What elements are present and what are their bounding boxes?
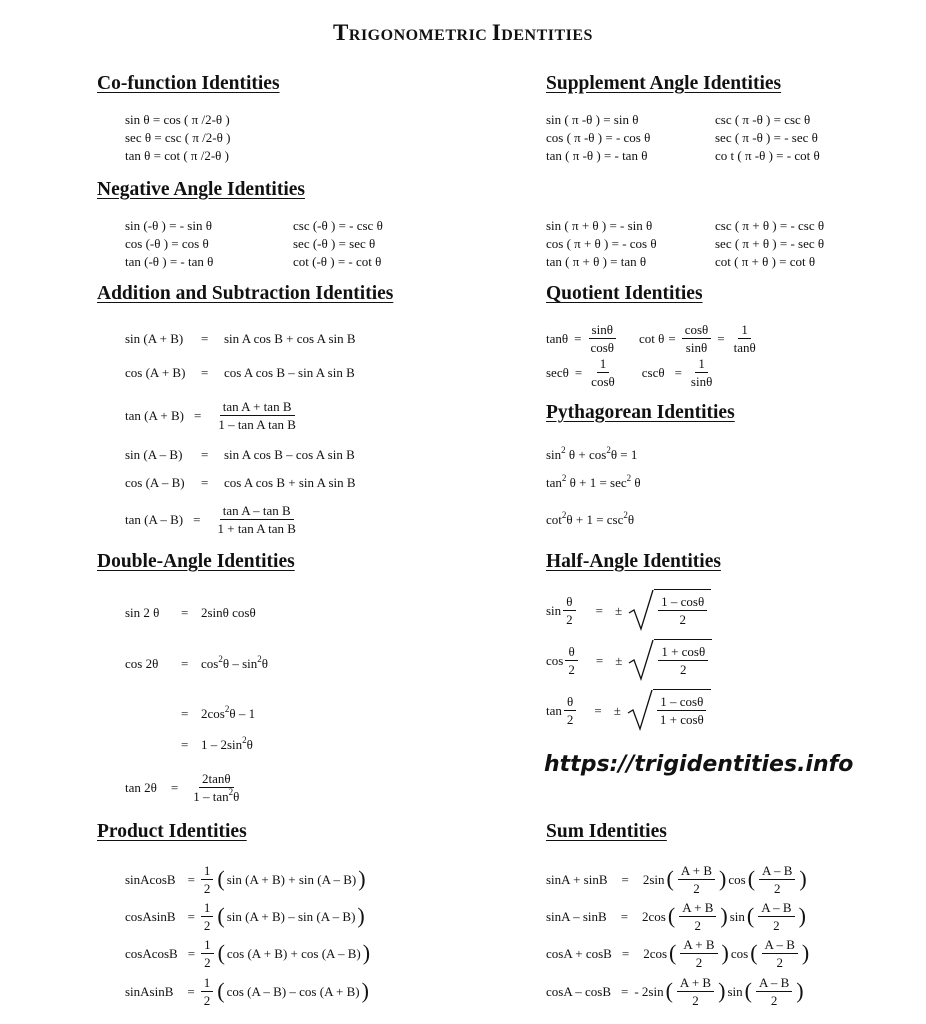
sum-identity xyxy=(546,860,809,898)
term: θ = 1 xyxy=(610,447,638,462)
fraction xyxy=(680,937,717,970)
quotient-sec-csc xyxy=(546,355,717,389)
half-sin-identity xyxy=(546,588,711,632)
exponent: 2 xyxy=(623,510,628,520)
numerator: 1 xyxy=(597,356,610,373)
paren: ( xyxy=(669,940,677,965)
pythagorean-tan-sec xyxy=(546,475,641,490)
title-part-2: DENTITIES xyxy=(501,27,593,44)
equals-sign: = xyxy=(181,706,189,721)
radicand xyxy=(654,639,712,681)
denominator: 2 xyxy=(693,880,700,896)
half-lhs: cos xyxy=(546,652,564,668)
exponent: 2 xyxy=(218,654,223,664)
equals-sign: = xyxy=(595,602,604,618)
paren: ) xyxy=(358,866,366,891)
half-lhs: tan xyxy=(546,702,562,718)
sum-func: 2sin xyxy=(642,871,665,887)
term: θ – 1 xyxy=(229,706,256,721)
tan-sum-identity xyxy=(125,398,301,432)
equals-sign: = xyxy=(170,779,179,795)
product-lhs: sinAsinB xyxy=(125,983,174,999)
fraction xyxy=(758,900,794,933)
numerator: θ xyxy=(563,594,575,611)
supplement-line: tan ( π -θ ) = - tan θ xyxy=(546,148,648,163)
equals-sign: = xyxy=(620,908,629,924)
supplement-line: co t ( π -θ ) = - cot θ xyxy=(715,148,820,163)
pythagorean-sin-cos xyxy=(546,447,637,462)
radical-sign-icon xyxy=(628,639,654,681)
denominator: sinθ xyxy=(690,373,713,389)
fraction xyxy=(563,594,576,627)
double-rhs xyxy=(201,656,268,671)
term: sin xyxy=(546,447,562,462)
addition-lhs: tan (A + B) xyxy=(125,407,184,423)
double-rhs: 2sinθ cosθ xyxy=(201,605,256,620)
exponent: 2 xyxy=(606,445,611,455)
fraction xyxy=(658,594,707,627)
negative-line: cos (-θ ) = cos θ xyxy=(125,236,209,251)
sum-lhs: sinA – sinB xyxy=(546,908,607,924)
equals-sign: = xyxy=(574,330,582,346)
fraction xyxy=(190,771,242,804)
numerator: A + B xyxy=(678,863,715,880)
equals-sign: = xyxy=(187,945,196,961)
paren: ) xyxy=(796,978,804,1003)
sum-func: cos xyxy=(730,945,749,961)
square-root xyxy=(628,589,711,631)
half-lhs: sin xyxy=(546,602,562,618)
term: cos xyxy=(201,656,219,671)
denominator: sinθ xyxy=(685,339,708,355)
fraction xyxy=(201,937,214,970)
denominator: 2 xyxy=(692,992,699,1008)
fraction xyxy=(215,399,299,432)
paren: ( xyxy=(666,866,674,891)
equals-sign: = xyxy=(193,511,201,527)
paren: ) xyxy=(719,866,727,891)
addition-rhs: cos A cos B + sin A sin B xyxy=(224,475,356,490)
half-cos-identity xyxy=(546,638,712,682)
fraction xyxy=(677,975,714,1008)
title-letter-t: T xyxy=(333,20,349,45)
denominator: 2 xyxy=(776,954,783,970)
equals-sign: = xyxy=(201,331,209,346)
sum-func: 2cos xyxy=(643,945,668,961)
denominator: 1 – tan A tan B xyxy=(218,416,296,432)
plus-minus: ± xyxy=(615,602,623,618)
denominator: 2 xyxy=(203,917,211,933)
numerator: A + B xyxy=(679,900,716,917)
denominator: cosθ xyxy=(590,339,615,355)
addition-rhs: sin A cos B + cos A sin B xyxy=(224,331,356,346)
tan-diff-identity xyxy=(125,502,301,536)
fraction xyxy=(564,694,577,727)
addition-rhs: cos A cos B – sin A sin B xyxy=(224,365,355,380)
fraction xyxy=(678,863,715,896)
double-lhs: sin 2 θ xyxy=(125,605,160,620)
exponent: 2 xyxy=(228,786,234,797)
denominator: 2 xyxy=(566,611,573,627)
fraction xyxy=(688,356,715,389)
paren: ( xyxy=(217,866,225,891)
fraction xyxy=(658,644,708,677)
term: θ xyxy=(246,737,253,752)
paren: ) xyxy=(361,978,369,1003)
equals-sign: = xyxy=(621,871,629,887)
term: θ xyxy=(261,656,268,671)
numerator: θ xyxy=(565,644,577,661)
paren: ( xyxy=(217,978,225,1003)
sum-identity xyxy=(546,934,811,972)
cofunction-line: sin θ = cos ( π /2-θ ) xyxy=(125,112,230,127)
denominator: tanθ xyxy=(733,339,756,355)
equals-sign: = xyxy=(187,908,195,924)
equals-sign: = xyxy=(717,330,725,346)
equals-sign: = xyxy=(187,871,195,887)
equals-sign: = xyxy=(201,365,209,380)
quotient-lhs: cot θ xyxy=(639,330,665,346)
numerator: A – B xyxy=(762,937,798,954)
term: θ xyxy=(627,512,635,527)
radical-sign-icon xyxy=(627,689,653,731)
paren: ) xyxy=(362,940,371,965)
paren: ( xyxy=(665,978,673,1003)
negative-line: sin (-θ ) = - sin θ xyxy=(125,218,212,233)
paren: ( xyxy=(744,978,752,1003)
heading-product: Product Identities xyxy=(97,821,247,842)
equals-sign: = xyxy=(201,447,209,462)
double-rhs xyxy=(201,737,253,752)
heading-pythagorean: Pythagorean Identities xyxy=(546,402,735,423)
denominator: 1 + tan A tan B xyxy=(217,520,296,536)
fraction xyxy=(201,900,214,933)
term: tan xyxy=(546,475,562,490)
denominator: 2 xyxy=(773,917,780,933)
paren: ) xyxy=(798,903,806,928)
denominator: 2 xyxy=(773,880,781,896)
paren: ( xyxy=(746,903,755,928)
paren: ( xyxy=(667,903,676,928)
paren: ( xyxy=(750,940,758,965)
numerator: A + B xyxy=(677,975,714,992)
equals-sign: = xyxy=(181,605,189,620)
numerator: 1 + cosθ xyxy=(658,644,708,661)
product-lhs: sinAcosB xyxy=(125,871,176,887)
term: θ + 1 = sec xyxy=(566,475,627,490)
numerator: 1 xyxy=(738,322,751,339)
quotient-lhs: secθ xyxy=(546,364,569,380)
pythagorean-cot-csc xyxy=(546,512,634,527)
denominator: cosθ xyxy=(591,373,615,389)
numerator: 1 xyxy=(201,975,214,992)
sum-lhs: sinA + sinB xyxy=(546,871,608,887)
fraction xyxy=(201,975,214,1008)
numerator: A – B xyxy=(758,900,794,917)
term: 1 – tan xyxy=(193,788,229,804)
addition-lhs: cos (A + B) xyxy=(125,365,186,380)
supplement-line: sin ( π + θ ) = - sin θ xyxy=(546,218,653,233)
paren: ( xyxy=(217,903,225,928)
product-rhs: cos (A – B) – cos (A + B) xyxy=(226,983,360,999)
term: θ + 1 = csc xyxy=(566,512,624,527)
product-identity xyxy=(125,934,372,972)
radicand xyxy=(653,689,711,731)
heading-sum: Sum Identities xyxy=(546,821,667,842)
supplement-line: csc ( π -θ ) = csc θ xyxy=(715,112,811,127)
equals-sign: = xyxy=(674,364,682,380)
sum-func: 2cos xyxy=(642,908,666,924)
sum-func: sin xyxy=(729,908,745,924)
title-letter-i: I xyxy=(491,20,502,45)
denominator: 2 xyxy=(770,992,778,1008)
supplement-line: tan ( π + θ ) = tan θ xyxy=(546,254,647,269)
numerator: 1 xyxy=(201,900,214,917)
numerator: 2tanθ xyxy=(199,771,234,788)
sum-lhs: cosA + cosB xyxy=(546,945,612,961)
product-identity xyxy=(125,972,371,1010)
numerator: cosθ xyxy=(682,322,712,339)
fraction xyxy=(731,322,759,355)
product-rhs: sin (A + B) – sin (A – B) xyxy=(226,908,356,924)
fraction xyxy=(565,644,578,677)
exponent: 2 xyxy=(242,735,247,745)
quotient-tan-cot xyxy=(546,321,761,355)
tan-double-identity xyxy=(125,768,244,806)
heading-cofunction: Co-function Identities xyxy=(97,73,280,94)
exponent: 2 xyxy=(224,704,230,714)
product-rhs: cos (A + B) + cos (A – B) xyxy=(226,945,361,961)
denominator: 2 xyxy=(679,612,686,627)
denominator: 2 xyxy=(695,954,703,970)
equals-sign: = xyxy=(668,330,676,346)
numerator: 1 xyxy=(201,937,214,954)
sum-func: sin xyxy=(727,983,743,999)
negative-line: sec (-θ ) = sec θ xyxy=(293,236,376,251)
paren: ) xyxy=(357,903,365,928)
source-url: https://trigidentities.info xyxy=(544,752,854,777)
paren: ( xyxy=(217,940,225,965)
exponent: 2 xyxy=(561,510,567,520)
sum-lhs: cosA – cosB xyxy=(546,983,611,999)
term: 1 – 2sin xyxy=(201,737,243,752)
heading-addition: Addition and Subtraction Identities xyxy=(97,283,394,304)
equals-sign: = xyxy=(595,652,604,668)
supplement-line: cos ( π -θ ) = - cos θ xyxy=(546,130,651,145)
sum-identity xyxy=(546,897,808,935)
paren: ) xyxy=(799,866,807,891)
product-lhs: cosAcosB xyxy=(125,945,178,961)
denominator xyxy=(190,788,242,804)
product-identity xyxy=(125,897,367,935)
exponent: 2 xyxy=(257,654,262,664)
denominator: 2 xyxy=(680,662,687,677)
heading-half: Half-Angle Identities xyxy=(546,551,721,572)
paren: ( xyxy=(747,866,756,891)
sum-func: - 2sin xyxy=(634,983,664,999)
supplement-line: sin ( π -θ ) = sin θ xyxy=(546,112,639,127)
equals-sign: = xyxy=(621,983,629,999)
numerator: 1 xyxy=(695,356,708,373)
paren: ) xyxy=(721,940,729,965)
equals-sign: = xyxy=(574,364,583,380)
negative-line: cot (-θ ) = - cot θ xyxy=(293,254,382,269)
denominator: 2 xyxy=(203,880,211,896)
paren: ) xyxy=(718,978,726,1003)
sum-identity xyxy=(546,972,806,1010)
denominator: 2 xyxy=(568,661,575,677)
radical-sign-icon xyxy=(628,589,654,631)
fraction xyxy=(657,694,707,727)
title-part-1: RIGONOMETRIC xyxy=(348,27,492,44)
radicand xyxy=(654,589,711,631)
denominator: 2 xyxy=(204,954,211,970)
fraction xyxy=(682,322,712,355)
product-identity xyxy=(125,860,368,898)
half-tan-identity xyxy=(546,688,711,732)
fraction xyxy=(679,900,716,933)
heading-quotient: Quotient Identities xyxy=(546,283,703,304)
exponent: 2 xyxy=(561,445,566,455)
square-root xyxy=(627,689,711,731)
quotient-lhs: cscθ xyxy=(641,364,665,380)
negative-line: tan (-θ ) = - tan θ xyxy=(125,254,214,269)
numerator: tan A – tan B xyxy=(220,503,294,520)
double-lhs: tan 2θ xyxy=(125,779,157,795)
addition-lhs: tan (A – B) xyxy=(125,511,184,527)
term: 2cos xyxy=(201,706,225,721)
heading-double: Double-Angle Identities xyxy=(97,551,295,572)
equals-sign: = xyxy=(594,702,602,718)
denominator: 1 + cosθ xyxy=(659,712,704,727)
denominator: 2 xyxy=(694,917,702,933)
numerator: sinθ xyxy=(589,322,616,339)
supplement-line: cos ( π + θ ) = - cos θ xyxy=(546,236,657,251)
numerator: 1 xyxy=(201,863,214,880)
product-lhs: cosAsinB xyxy=(125,908,176,924)
fraction xyxy=(588,356,618,389)
term: θ – sin xyxy=(222,656,258,671)
fraction xyxy=(756,975,792,1008)
equals-sign: = xyxy=(621,945,630,961)
equals-sign: = xyxy=(181,656,189,671)
numerator: A + B xyxy=(680,937,717,954)
numerator: 1 – cosθ xyxy=(658,594,707,611)
plus-minus: ± xyxy=(613,702,621,718)
square-root xyxy=(628,639,712,681)
supplement-line: cot ( π + θ ) = cot θ xyxy=(715,254,816,269)
term: θ + cos xyxy=(565,447,607,462)
numerator: θ xyxy=(564,694,576,711)
paren: ) xyxy=(720,903,728,928)
fraction xyxy=(759,863,795,896)
double-lhs: cos 2θ xyxy=(125,656,159,671)
term: θ xyxy=(233,788,240,804)
term: cot xyxy=(546,512,562,527)
sum-func: cos xyxy=(728,871,746,887)
numerator: tan A + tan B xyxy=(220,399,295,416)
quotient-lhs: tanθ xyxy=(546,330,569,346)
double-rhs xyxy=(201,706,255,721)
denominator: 2 xyxy=(566,711,574,727)
plus-minus: ± xyxy=(615,652,623,668)
equals-sign: = xyxy=(187,983,195,999)
numerator: A – B xyxy=(756,975,792,992)
heading-supplement: Supplement Angle Identities xyxy=(546,73,782,94)
term: θ xyxy=(631,475,641,490)
equals-sign: = xyxy=(181,737,189,752)
denominator: 2 xyxy=(203,992,211,1008)
heading-negative: Negative Angle Identities xyxy=(97,179,305,200)
addition-lhs: sin (A – B) xyxy=(125,447,183,462)
numerator: A – B xyxy=(759,863,795,880)
supplement-line: sec ( π -θ ) = - sec θ xyxy=(715,130,818,145)
numerator: 1 – cosθ xyxy=(657,694,706,711)
addition-lhs: cos (A – B) xyxy=(125,475,185,490)
equals-sign: = xyxy=(193,407,202,423)
cofunction-line: sec θ = csc ( π /2-θ ) xyxy=(125,130,231,145)
page-title xyxy=(0,20,926,46)
cofunction-line: tan θ = cot ( π /2-θ ) xyxy=(125,148,229,163)
fraction xyxy=(587,322,617,355)
fraction xyxy=(214,503,298,536)
addition-lhs: sin (A + B) xyxy=(125,331,184,346)
paren: ) xyxy=(801,940,810,965)
addition-rhs: sin A cos B – cos A sin B xyxy=(224,447,355,462)
exponent: 2 xyxy=(561,473,567,483)
fraction xyxy=(201,863,214,896)
negative-line: csc (-θ ) = - csc θ xyxy=(293,218,383,233)
equals-sign: = xyxy=(201,475,209,490)
supplement-line: sec ( π + θ ) = - sec θ xyxy=(715,236,825,251)
exponent: 2 xyxy=(626,473,632,483)
supplement-line: csc ( π + θ ) = - csc θ xyxy=(715,218,825,233)
product-rhs: sin (A + B) + sin (A – B) xyxy=(226,871,357,887)
fraction xyxy=(762,937,798,970)
